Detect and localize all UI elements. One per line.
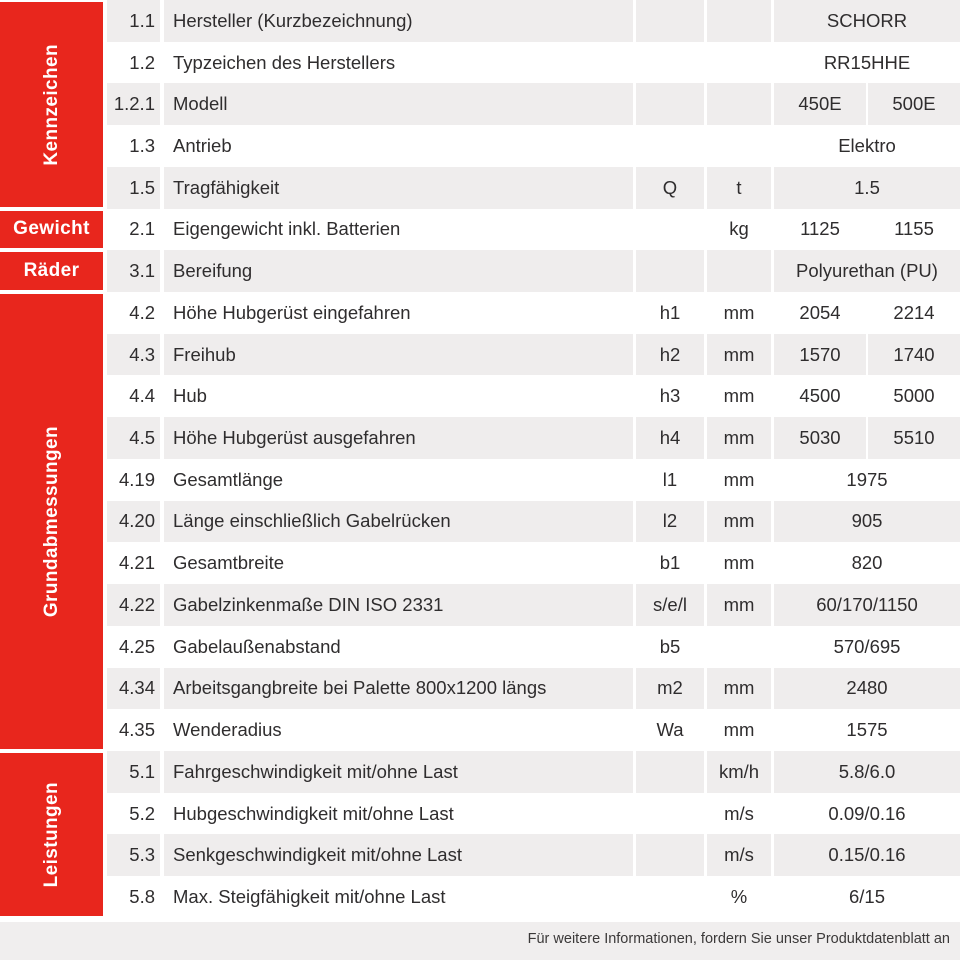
row-symbol <box>636 751 704 793</box>
row-description: Max. Steigfähigkeit mit/ohne Last <box>173 885 446 907</box>
table-row <box>107 542 960 584</box>
row-number: 5.3 <box>107 834 160 876</box>
row-number: 4.25 <box>118 635 155 657</box>
row-symbol <box>636 0 704 42</box>
row-description: Antrieb <box>173 135 232 157</box>
row-value: 1575 <box>846 719 888 741</box>
row-description: Hub <box>173 385 207 407</box>
table-row <box>107 751 960 793</box>
row-description: Senkgeschwindigkeit mit/ohne Last <box>164 834 633 876</box>
row-number: 4.5 <box>107 417 160 459</box>
row-number: 4.35 <box>118 719 155 741</box>
row-symbol: b5 <box>659 635 681 657</box>
row-value-450e: 1125 <box>800 218 840 240</box>
table-row <box>107 42 960 84</box>
row-value: RR15HHE <box>823 51 911 73</box>
row-number: 4.2 <box>129 301 155 323</box>
table-row <box>107 709 960 751</box>
row-description: Hersteller (Kurzbezeichnung) <box>164 0 633 42</box>
row-number: 4.3 <box>107 334 160 376</box>
table-row <box>107 334 960 376</box>
row-value: 6/15 <box>848 885 885 907</box>
sidebar-section-label: Leistungen <box>40 781 62 888</box>
sidebar-section-kennzeichen <box>0 2 103 207</box>
row-description: Arbeitsgangbreite bei Palette 800x1200 längs <box>164 668 633 710</box>
row-number: 4.34 <box>107 668 160 710</box>
row-unit: mm <box>707 501 771 543</box>
row-value-500e: 5510 <box>868 417 960 459</box>
row-symbol: l1 <box>662 468 678 490</box>
table-row <box>107 292 960 334</box>
row-unit: mm <box>707 417 771 459</box>
row-number: 5.8 <box>129 885 155 907</box>
row-value: Polyurethan (PU) <box>774 250 960 292</box>
row-symbol: h4 <box>636 417 704 459</box>
row-unit: kg <box>729 218 749 240</box>
row-unit <box>707 42 771 84</box>
row-value: 820 <box>851 552 883 574</box>
row-value: 0.15/0.16 <box>774 834 960 876</box>
row-unit: mm <box>707 668 771 710</box>
table-row <box>107 584 960 626</box>
row-description: Typzeichen des Herstellers <box>173 51 396 73</box>
table-row <box>107 125 960 167</box>
table-row <box>107 209 960 251</box>
row-symbol: Q <box>636 167 704 209</box>
footer-note: Für weitere Informationen, fordern Sie unser Produktdatenblatt an <box>527 931 950 947</box>
row-unit: mm <box>723 719 755 741</box>
row-number: 3.1 <box>107 250 160 292</box>
row-symbol <box>636 83 704 125</box>
row-number: 4.20 <box>107 501 160 543</box>
row-unit: mm <box>707 584 771 626</box>
row-unit: % <box>730 885 748 907</box>
row-value-450e: 2054 <box>799 301 841 323</box>
row-unit: m/s <box>724 802 754 824</box>
row-value: 60/170/1150 <box>774 584 960 626</box>
row-description: Tragfähigkeit <box>164 167 633 209</box>
row-value: 570/695 <box>833 635 901 657</box>
row-value: 1975 <box>846 468 888 490</box>
table-row <box>107 876 960 918</box>
sidebar-section-grundabmessungen <box>0 294 103 749</box>
row-description: Länge einschließlich Gabelrücken <box>164 501 633 543</box>
row-unit <box>707 626 771 668</box>
row-description: Höhe Hubgerüst eingefahren <box>173 301 411 323</box>
row-symbol <box>636 876 704 918</box>
row-unit: mm <box>723 468 755 490</box>
row-value: Elektro <box>838 135 896 157</box>
row-value-500e: 500E <box>868 83 960 125</box>
row-value-450e: 1570 <box>774 334 866 376</box>
row-number: 5.1 <box>107 751 160 793</box>
row-number: 2.1 <box>129 218 155 240</box>
row-value: 5.8/6.0 <box>774 751 960 793</box>
row-description: Höhe Hubgerüst ausgefahren <box>164 417 633 459</box>
row-number: 1.2.1 <box>107 83 160 125</box>
row-number: 4.4 <box>129 385 155 407</box>
table-row <box>107 626 960 668</box>
row-description: Wenderadius <box>173 719 282 741</box>
row-value-500e: 1155 <box>894 218 934 240</box>
table-row <box>107 834 960 876</box>
row-unit: km/h <box>707 751 771 793</box>
footer <box>0 922 960 960</box>
sidebar-section-leistungen <box>0 753 103 916</box>
sidebar-section-gewicht <box>0 211 103 249</box>
sidebar <box>0 0 103 918</box>
row-value: SCHORR <box>774 0 960 42</box>
row-unit: t <box>707 167 771 209</box>
spec-table <box>107 0 960 918</box>
sidebar-section-label: Kennzeichen <box>40 43 62 166</box>
row-number: 1.3 <box>129 135 155 157</box>
table-row <box>107 167 960 209</box>
table-row <box>107 83 960 125</box>
row-symbol: b1 <box>659 552 681 574</box>
row-value-450e: 4500 <box>799 385 841 407</box>
sidebar-section-r-der <box>0 252 103 290</box>
row-value: 905 <box>774 501 960 543</box>
row-symbol <box>636 250 704 292</box>
row-unit <box>707 83 771 125</box>
row-unit <box>707 125 771 167</box>
table-row <box>107 501 960 543</box>
row-description: Freihub <box>164 334 633 376</box>
row-value: 2480 <box>774 668 960 710</box>
row-unit: mm <box>723 301 755 323</box>
row-value-500e: 1740 <box>868 334 960 376</box>
row-unit <box>707 250 771 292</box>
table-row <box>107 417 960 459</box>
row-value-450e: 5030 <box>774 417 866 459</box>
row-value: 0.09/0.16 <box>828 802 906 824</box>
row-symbol <box>636 125 704 167</box>
row-description: Fahrgeschwindigkeit mit/ohne Last <box>164 751 633 793</box>
row-description: Gesamtlänge <box>173 468 284 490</box>
row-symbol: Wa <box>656 719 684 741</box>
sidebar-section-label: Gewicht <box>13 218 90 240</box>
row-number: 4.19 <box>118 468 155 490</box>
row-number: 1.2 <box>129 51 155 73</box>
row-unit: mm <box>723 385 755 407</box>
row-number: 4.22 <box>107 584 160 626</box>
table-row <box>107 250 960 292</box>
row-number: 4.21 <box>118 552 155 574</box>
sidebar-section-label: Grundabmessungen <box>40 425 62 618</box>
sidebar-section-label: Räder <box>23 260 80 282</box>
row-unit: mm <box>707 334 771 376</box>
row-symbol: h1 <box>659 301 681 323</box>
row-symbol: s/e/l <box>636 584 704 626</box>
table-row <box>107 459 960 501</box>
row-symbol <box>636 793 704 835</box>
row-description: Hubgeschwindigkeit mit/ohne Last <box>173 802 454 824</box>
table-row <box>107 0 960 42</box>
table-row <box>107 668 960 710</box>
row-symbol <box>636 834 704 876</box>
row-number: 5.2 <box>129 802 155 824</box>
table-row <box>107 375 960 417</box>
row-symbol: m2 <box>636 668 704 710</box>
row-unit <box>707 0 771 42</box>
row-number: 1.5 <box>107 167 160 209</box>
row-unit: m/s <box>707 834 771 876</box>
row-symbol: h2 <box>636 334 704 376</box>
row-description: Gabelzinkenmaße DIN ISO 2331 <box>164 584 633 626</box>
row-value-500e: 2214 <box>893 301 935 323</box>
row-symbol <box>636 42 704 84</box>
row-symbol: l2 <box>636 501 704 543</box>
row-unit: mm <box>723 552 755 574</box>
row-value: 1.5 <box>774 167 960 209</box>
row-description: Eigengewicht inkl. Batterien <box>173 218 401 240</box>
row-description: Gesamtbreite <box>173 552 285 574</box>
row-symbol: h3 <box>659 385 681 407</box>
row-description: Modell <box>164 83 633 125</box>
table-row <box>107 793 960 835</box>
row-description: Bereifung <box>164 250 633 292</box>
row-symbol <box>636 209 704 251</box>
row-value-450e: 450E <box>774 83 866 125</box>
row-value-500e: 5000 <box>893 385 935 407</box>
row-description: Gabelaußenabstand <box>173 635 341 657</box>
row-number: 1.1 <box>107 0 160 42</box>
